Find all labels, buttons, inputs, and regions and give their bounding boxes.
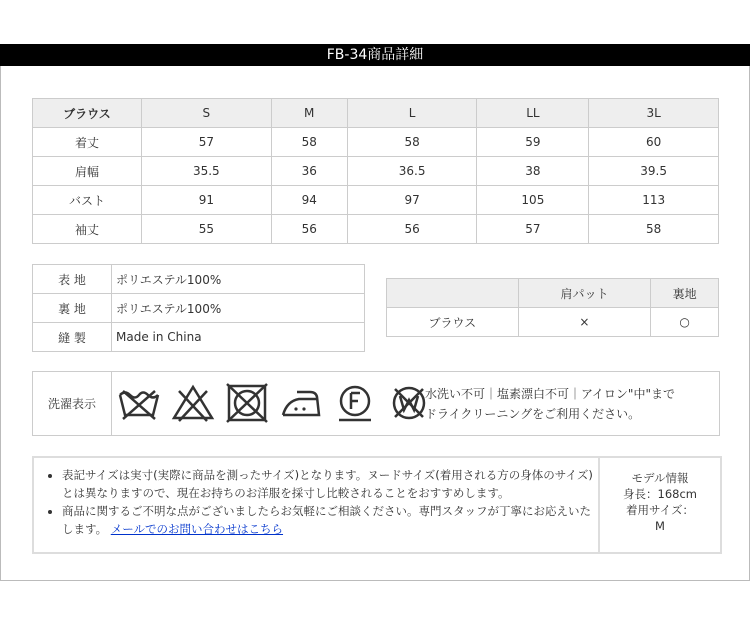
- table-cell: 57: [477, 215, 589, 244]
- model-height: 身長：168cm: [623, 487, 697, 501]
- washing-text-line: 水洗い不可｜塩素漂白不可｜アイロン"中"まで: [425, 387, 675, 401]
- table-cell: ×: [518, 308, 651, 337]
- washing-label: 洗濯表示: [33, 372, 112, 435]
- note-text: 商品に関するご不明な点がございましたらお気軽にご相談ください。専門スタッフが丁寧にお応えいたします。: [62, 504, 591, 536]
- size-table-header-cell: LL: [477, 99, 589, 128]
- table-row: [33, 215, 719, 244]
- table-cell: 60: [589, 128, 719, 157]
- no-bleach-icon: [171, 383, 215, 423]
- table-cell: 91: [142, 186, 272, 215]
- table-row: [33, 157, 719, 186]
- contact-email-link[interactable]: メールでのお問い合わせはこちら: [110, 522, 284, 536]
- table-row: [33, 294, 365, 323]
- table-row: [33, 265, 365, 294]
- size-table-header-cell: ブラウス: [33, 99, 142, 128]
- parts-table: [386, 278, 719, 337]
- page-header: [0, 44, 750, 66]
- table-cell: 105: [477, 186, 589, 215]
- table-cell: 55: [142, 215, 272, 244]
- dry-clean-f-icon: [333, 383, 377, 423]
- table-cell: 56: [347, 215, 477, 244]
- table-cell: 58: [347, 128, 477, 157]
- row-label: 袖丈: [33, 215, 142, 244]
- model-size-label: 着用サイズ：: [625, 503, 695, 517]
- no-wash-icon: [117, 383, 161, 423]
- size-table-header-cell: L: [347, 99, 477, 128]
- parts-header-row: [387, 279, 719, 308]
- size-table-header-cell: 3L: [589, 99, 719, 128]
- table-cell: 57: [142, 128, 272, 157]
- notes-list: [34, 466, 598, 538]
- table-cell: 97: [347, 186, 477, 215]
- fabric-value: ポリエステル100%: [112, 265, 365, 294]
- iron-medium-icon: [279, 383, 323, 423]
- table-cell: ○: [651, 308, 719, 337]
- model-size-value: M: [655, 519, 665, 533]
- table-cell: 113: [589, 186, 719, 215]
- note-text: 表記サイズは実寸(実際に商品を測ったサイズ)となります。ヌードサイズ(着用される方の身体のサイズ)とは異なりますので、現在お持ちのお洋服を採寸し比較されることをおすすめします。: [62, 468, 593, 500]
- table-row: [33, 186, 719, 215]
- washing-box: [32, 371, 720, 436]
- fabric-value: ポリエステル100%: [112, 294, 365, 323]
- table-cell: 39.5: [589, 157, 719, 186]
- size-table-header-cell: M: [271, 99, 347, 128]
- notes-list-container: [34, 458, 600, 552]
- row-label: バスト: [33, 186, 142, 215]
- size-table: [32, 98, 719, 244]
- parts-header-cell: [387, 279, 519, 308]
- model-info: [600, 470, 720, 534]
- fabric-label: 裏 地: [33, 294, 112, 323]
- table-cell: 94: [271, 186, 347, 215]
- size-table-header-cell: S: [142, 99, 272, 128]
- parts-header-cell: 肩パット: [518, 279, 651, 308]
- table-cell: 56: [271, 215, 347, 244]
- list-item: [62, 466, 598, 502]
- table-cell: 38: [477, 157, 589, 186]
- no-tumble-dry-icon: [225, 383, 269, 423]
- table-row: [33, 323, 365, 352]
- table-cell: 35.5: [142, 157, 272, 186]
- parts-header-cell: 裏地: [651, 279, 719, 308]
- fabric-label: 縫 製: [33, 323, 112, 352]
- list-item: [62, 502, 598, 538]
- row-label: ブラウス: [387, 308, 519, 337]
- table-row: [387, 308, 719, 337]
- table-cell: 59: [477, 128, 589, 157]
- table-cell: 36: [271, 157, 347, 186]
- table-cell: 36.5: [347, 157, 477, 186]
- washing-text-line: ドライクリーニングをご利用ください。: [425, 407, 641, 421]
- row-label: 着丈: [33, 128, 142, 157]
- model-info-title: モデル情報: [631, 471, 689, 485]
- size-table-header-row: [33, 99, 719, 128]
- table-row: [33, 128, 719, 157]
- row-label: 肩幅: [33, 157, 142, 186]
- table-cell: 58: [271, 128, 347, 157]
- product-title: FB-34商品詳細: [326, 47, 424, 63]
- fabric-label: 表 地: [33, 265, 112, 294]
- fabric-table: [32, 264, 365, 352]
- table-cell: 58: [589, 215, 719, 244]
- notes-box: [32, 456, 722, 554]
- washing-text: [425, 384, 675, 424]
- fabric-value: Made in China: [112, 323, 365, 352]
- washing-icons: [117, 382, 431, 424]
